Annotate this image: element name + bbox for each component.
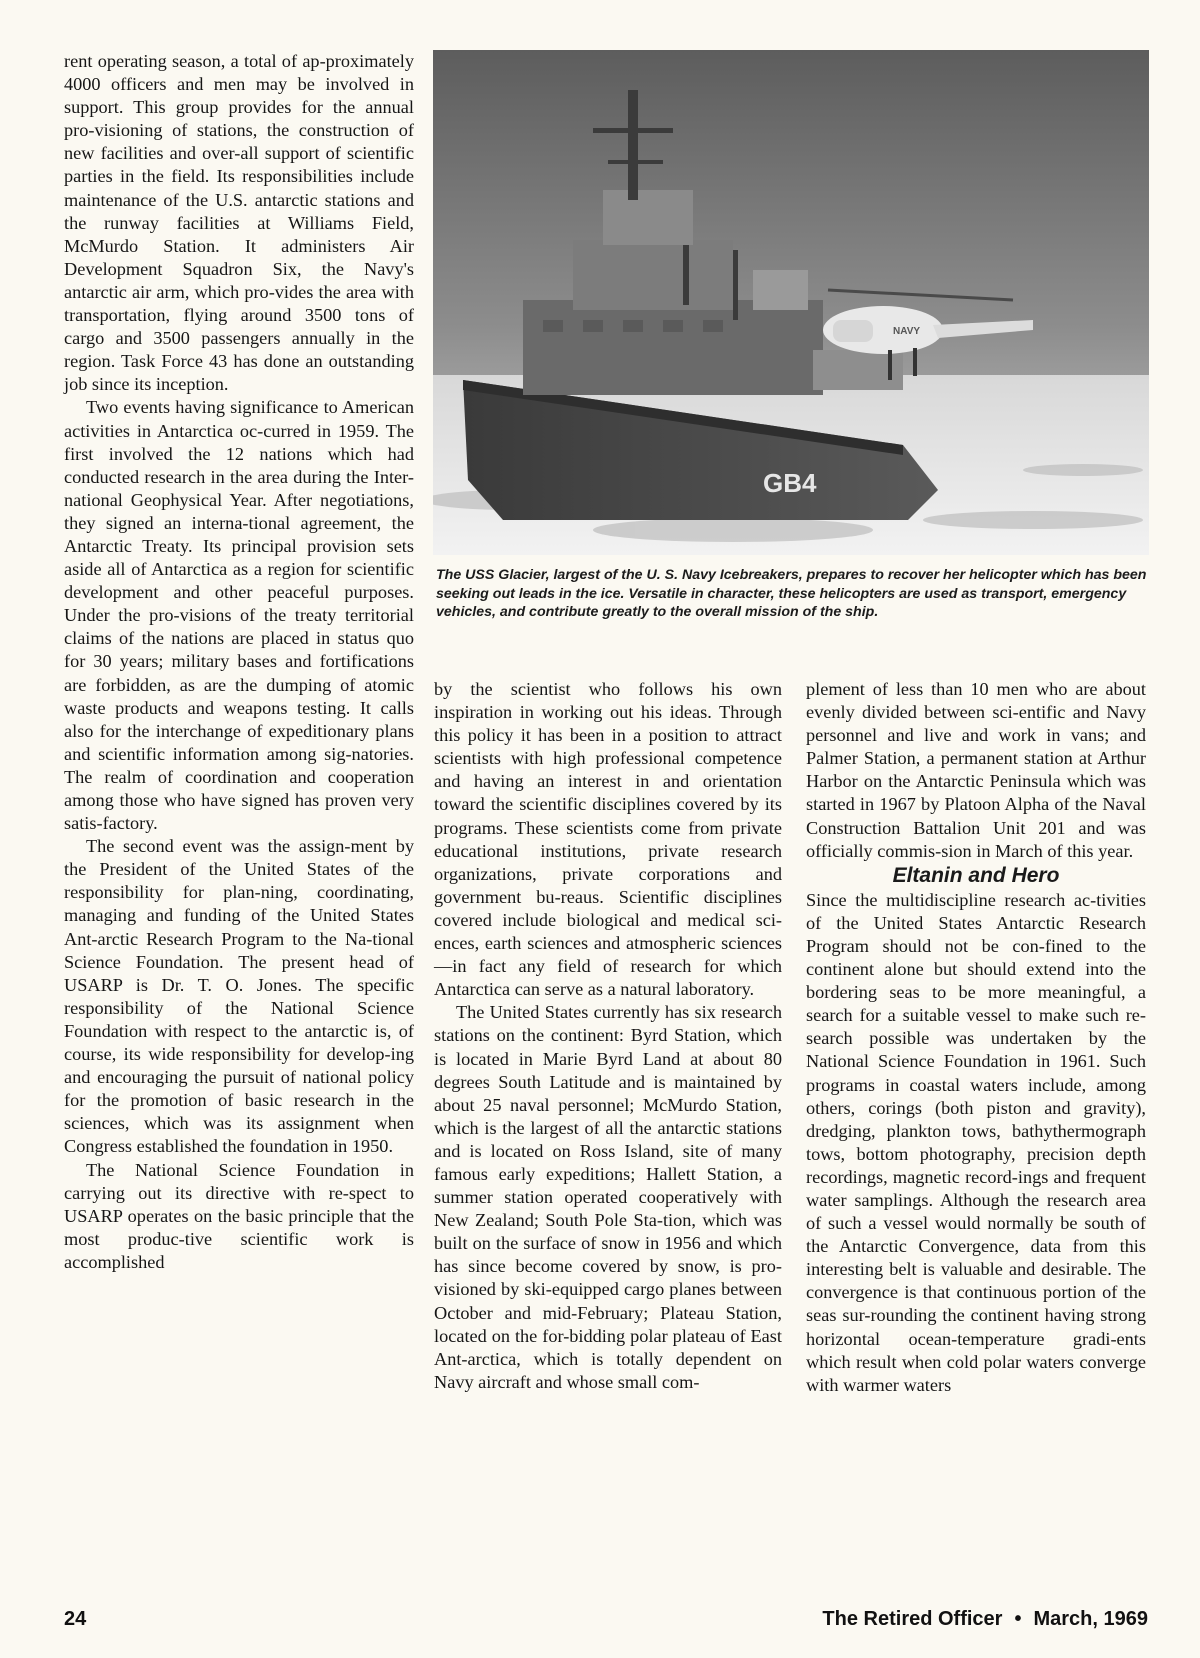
- paragraph: The second event was the assign-ment by the President of the United States of the responsibility for plan-ning, coordinating, managing and funding of the United States Ant-arctic Research Program to the Na-tional Science Foundation. The present head of USARP is Dr. T. O. Jones. The specific responsibility of the National Science Foundation with respect to the antarctic is, of course, its wide responsibility for develop-ing and encouraging the pursuit of national policy for the promotion of basic research in the sciences, which was its assignment when Congress established the foundation in 1950.: [64, 836, 414, 1157]
- column-1: [64, 50, 414, 1274]
- issue-date: March, 1969: [1033, 1608, 1148, 1630]
- photo-caption: The USS Glacier, largest of the U. S. Navy Icebreakers, prepares to recover her helicopter which has been seeking out leads in the ice. Versatile in character, these helicopters are used as transport, emergency vehicles, and contribute greatly to the overall mission of the ship.: [436, 567, 1147, 621]
- bullet-separator: •: [1014, 1608, 1022, 1630]
- page-footer: [64, 1608, 1148, 1634]
- column-2: [434, 678, 782, 1394]
- photo-illustration: [433, 50, 1149, 555]
- icebreaker-photo: [433, 50, 1149, 555]
- publication-name: The Retired Officer: [822, 1608, 1003, 1630]
- paragraph: Since the multidiscipline research ac-tivities of the United States Antarctic Research Program should not be con-fined to the continent alone but should extend into the bordering seas to be more meaningful, a search for a suitable vessel to make such re-search possible was undertaken by the National Science Foundation in 1961. Such programs in coastal waters include, among others, corings (both piston and gravity), dredging, plankton tows, bathythermograph tows, bottom photography, precision depth recordings, magnetic record-ings and frequent water samplings. Although the research area of such a vessel would normally be south of the Antarctic Convergence, data from this interesting belt is valuable and desirable. The convergence is that continuous portion of the seas sur-rounding the continent having strong horizontal ocean-temperature gradi-ents which result when cold polar waters converge with warmer waters: [806, 889, 1146, 1395]
- paragraph: plement of less than 10 men who are about evenly divided between sci-entific and Navy personnel and live and work in vans; and Palmer Station, a permanent station at Arthur Harbor on the Antarctic Peninsula which was started in 1967 by Platoon Alpha of the Naval Construction Battalion Unit 201 and was officially commis-sion in March of this year.: [806, 679, 1146, 861]
- paragraph: Two events having significance to American activities in Antarctica oc-curred in 1959. The first involved the 12 nations which had conducted research in the area during the Inter-national Geophysical Year. After negotiations, they signed an interna-tional agreement, the Antarctic Treaty. Its principal provision sets aside all of Antarctica as a region for scientific development and other peaceful purposes. Under the pro-visions of the treaty territorial claims of the nations are placed in status quo for 30 years; military bases and fortifications are forbidden, as are the dumping of atomic waste products and weapons testing. It calls also for the interchange of expeditionary plans and scientific information among sig-natories. The realm of coordination and cooperation among those who have signed has proven very satis-factory.: [64, 397, 414, 834]
- paragraph: The United States currently has six research stations on the continent: Byrd Station, which is located in Marie Byrd Land at about 80 degrees South Latitude and is maintained by about 25 naval personnel; McMurdo Station, which is the largest of all the antarctic stations and is located on Ross Island, site of many famous early expeditions; Hallett Station, a summer station operated cooperatively with New Zealand; South Pole Sta-tion, which was built on the surface of snow in 1956 and which has since become covered by snow, is pro-visioned by ski-equipped cargo planes between October and mid-February; Plateau Station, located on the for-bidding polar plateau of East Ant-arctica, which is totally dependent on Navy aircraft and whose small com-: [434, 1002, 782, 1392]
- masthead: [822, 1608, 1148, 1631]
- section-subheading: Eltanin and Hero: [892, 863, 1060, 887]
- page-number: 24: [64, 1608, 87, 1630]
- helicopter-marking: NAVY: [893, 326, 921, 337]
- hull-number: GB4: [763, 468, 817, 498]
- paragraph: by the scientist who follows his own inspiration in working out his ideas. Through this policy it has been in a position to attract scientists with high professional competence and having an interest in and orientation toward the scientific disciplines covered by its programs. These scientists come from private educational institutions, private research organizations, private corporations and government bu-reaus. Scientific disciplines covered include biological and medical sci-ences, earth sciences and atmospheric sciences—in fact any field of research for which Antarctica can serve as a natural laboratory.: [434, 679, 782, 1000]
- paragraph: rent operating season, a total of ap-proximately 4000 officers and men may be involved in support. This group provides for the annual pro-visioning of stations, the construction of new facilities and over-all support of scientific parties in the field. Its responsibilities include maintenance of the U.S. antarctic stations and the runway facilities at Williams Field, McMurdo Station. It administers Air Development Squadron Six, the Navy's antarctic air arm, which pro-vides the area with transportation, flying around 3500 tons of cargo and 3500 passengers annually in the region. Task Force 43 has done an outstanding job since its inception.: [64, 51, 414, 395]
- column-3: [806, 678, 1146, 1397]
- paragraph: The National Science Foundation in carrying out its directive with re-spect to USARP operates on the basic principle that the most produc-tive scientific work is accomplished: [64, 1159, 414, 1272]
